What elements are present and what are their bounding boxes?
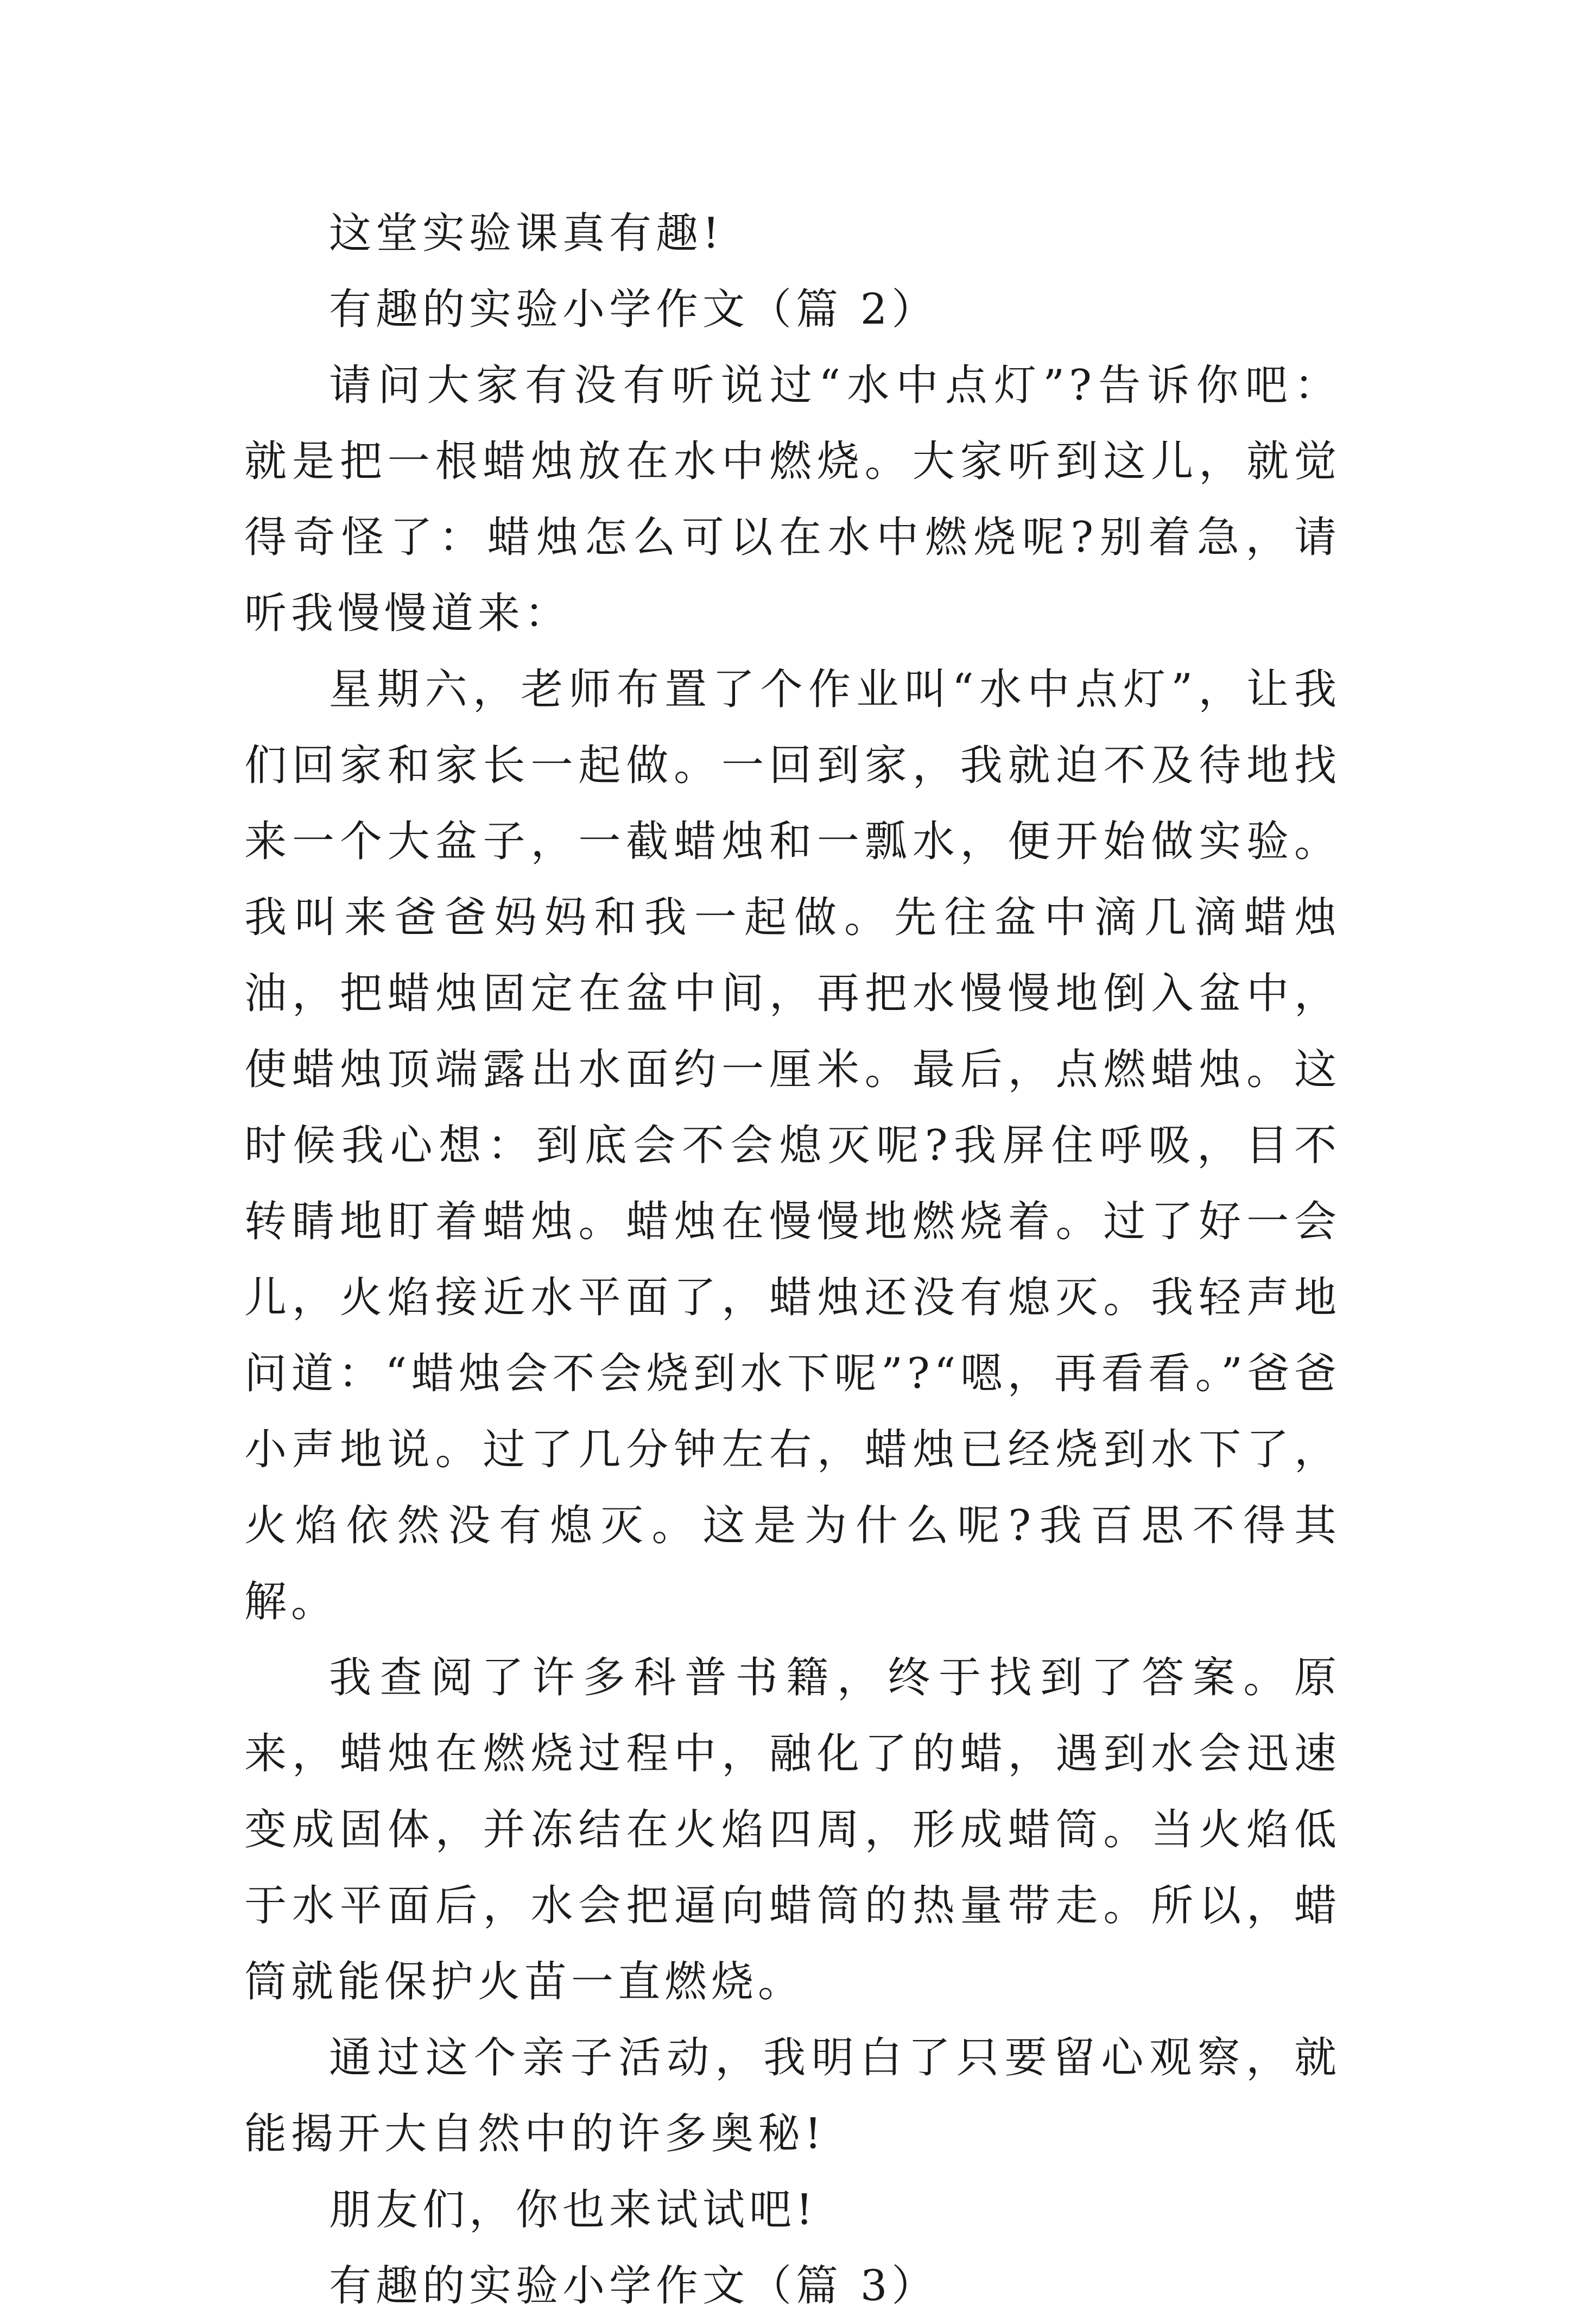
- paragraph-invitation: 朋友们，你也来试试吧!: [329, 2186, 818, 2234]
- paragraph-closing-line: 这堂实验课真有趣!: [329, 209, 724, 258]
- paragraph-conclusion: 通过这个亲子活动，我明白了只要留心观察，就能揭开大自然中的许多奥秘!: [244, 2033, 1341, 2158]
- paragraph-explanation: 我查阅了许多科普书籍，终于找到了答案。原来，蜡烛在燃烧过程中，融化了的蜡，遇到水会迅速变成固体，并冻结在火焰四周，形成蜡筒。当火焰低于水平面后，水会把逼向蜡筒的热量带走。所以，蜡筒就能保护火苗一直燃烧。: [244, 1653, 1341, 2006]
- heading-essay-3: 有趣的实验小学作文（篇 3）: [329, 2262, 939, 2310]
- paragraph-intro: 请问大家有没有听说过“水中点灯”?告诉你吧：就是把一根蜡烛放在水中燃烧。大家听到这儿，就觉得奇怪了：蜡烛怎么可以在水中燃烧呢?别着急，请听我慢慢道来：: [244, 361, 1341, 638]
- heading-essay-2: 有趣的实验小学作文（篇 2）: [329, 285, 939, 334]
- document-body: [244, 195, 1341, 2324]
- paragraph-experiment: 星期六，老师布置了个作业叫“水中点灯”，让我们回家和家长一起做。一回到家，我就迫不及待地找来一个大盆子，一截蜡烛和一瓢水，便开始做实验。我叫来爸爸妈妈和我一起做。先往盆中滴几滴蜡烛油，把蜡烛固定在盆中间，再把水慢慢地倒入盆中，使蜡烛顶端露出水面约一厘米。最后，点燃蜡烛。这时候我心想：到底会不会熄灭呢?我屏住呼吸，目不转睛地盯着蜡烛。蜡烛在慢慢地燃烧着。过了好一会儿，火焰接近水平面了，蜡烛还没有熄灭。我轻声地问道：“蜡烛会不会烧到水下呢”?“嗯，再看看。”爸爸小声地说。过了几分钟左右，蜡烛已经烧到水下了，火焰依然没有熄灭。这是为什么呢?我百思不得其解。: [244, 665, 1341, 1626]
